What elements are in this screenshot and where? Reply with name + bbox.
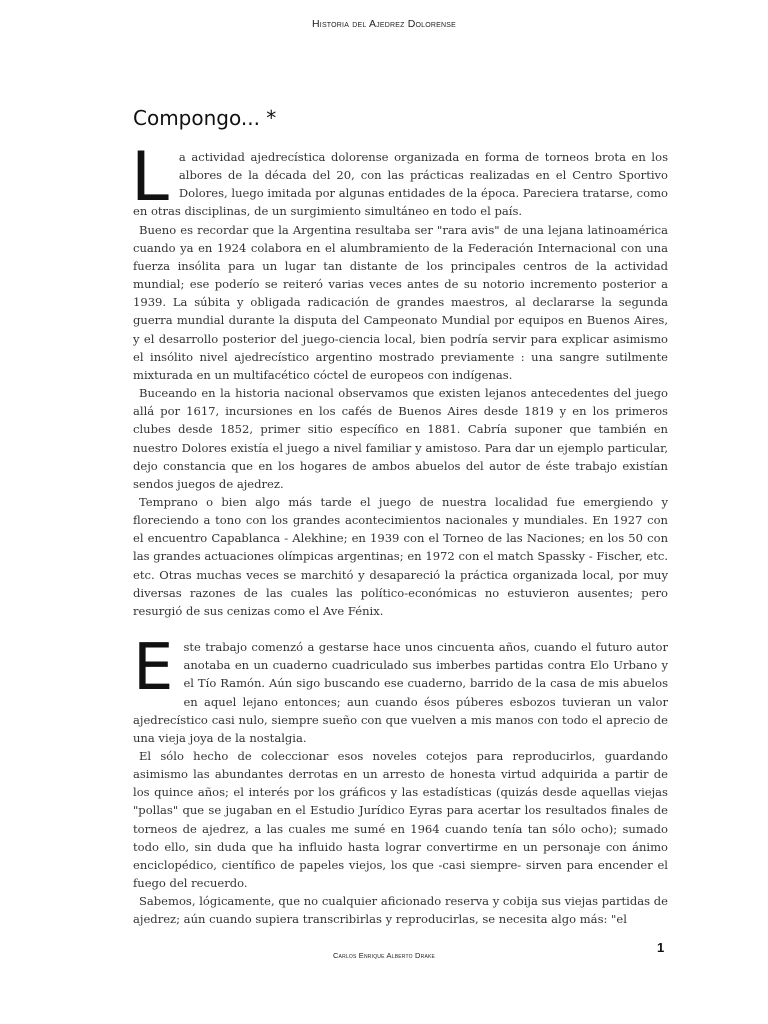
running-header-text: Historia del Ajedrez Dolorense bbox=[312, 18, 456, 30]
paragraph bbox=[131, 138, 668, 221]
dropcap-l: L bbox=[131, 138, 169, 217]
page-number: 1 bbox=[657, 940, 665, 955]
footer-author-text: Carlos Enrique Alberto Drake bbox=[332, 951, 436, 960]
paragraph: El sólo hecho de coleccionar esos noveles cotejos para reproducirlos, guardando asimismo las abundantes derrotas en un arresto de honesta virtud adquirida a partir de los quince años; el interés por los gráficos y las estadísticas (quizás desde aquellas viejas "pollas" que se jugaban en el Estudio Jurídico Eyras para acertar los resultados finales de torneos de ajedrez, a las cuales me sumé en 1964 cuando tenía tan sólo ocho); sumado todo ello, sin duda que ha influido hasta lograr convertirme en un personaje con ánimo enciclopédico, científico de papeles viejos, los que -casi siempre- sirven para encender el fuego del recuerdo. bbox=[133, 749, 668, 891]
paragraph: Bueno es recordar que la Argentina resultaba ser "rara avis" de una lejana latinoamérica cuando ya en 1924 colabora en el alumbramiento de la Federación Internacional con una fuerza insólita para un lugar tan distante de los principales centros de la actividad mundial; ese poderío se reiteró varias veces antes de su notorio incremento posterior a 1939. La súbita y obligada radicación de grandes maestros, al declararse la segunda guerra mundial durante la disputa del Campeonato Mundial por equipos en Buenos Aires, y el desarrollo posterior del juego-ciencia local, bien podría servir para explicar asimismo el insólito nivel ajedrecístico argentino mostrado previamente : una sangre sutilmente mixturada en un multifacético cóctel de europeos con indígenas. bbox=[133, 222, 668, 382]
running-header bbox=[0, 18, 768, 30]
body-text bbox=[131, 138, 668, 929]
paragraph: Temprano o bien algo más tarde el juego de nuestra localidad fue emergiendo y floreciendo a tono con los grandes acontecimientos nacionales y mundiales. En 1927 con el encuentro Capablanca - Alekhine; en 1939 con el Torneo de las Naciones; en los 50 con las grandes actuaciones olímpicas argentinas; en 1972 con el match Spassky - Fischer, etc. etc. Otras muchas veces se marchitó y desapareció la práctica organizada local, por muy diversas razones de las cuales las político-económicas no estuvieron ausentes; pero resurgió de sus cenizas como el Ave Fénix. bbox=[133, 494, 668, 618]
footer-author bbox=[0, 951, 768, 960]
paragraph-text: ste trabajo comenzó a gestarse hace unos cincuenta años, cuando el futuro autor anotaba en un cuaderno cuadriculado sus imberbes partidas contra Elo Urbano y el Tío Ramón. Aún sigo buscando ese cuaderno, barrido de la casa de mis abuelos en aquel lejano entonces; aun cuando ésos púberes esbozos tuvieran un valor ajedrecístico casi nulo, siempre sueño con que vuelven a mis manos con todo el aprecio de una vieja joya de la nostalgia. bbox=[133, 640, 668, 745]
paragraph bbox=[133, 631, 668, 747]
dropcap-e: E bbox=[133, 631, 174, 706]
page-title: Compongo... * bbox=[133, 106, 277, 130]
paragraph-text: a actividad ajedrecística dolorense organizada en forma de torneos brota en los albores de la década del 20, con las prácticas realizadas en el Centro Sportivo Dolores, luego imitada por algunas entidades de la época. Pareciera tratarse, como en otras disciplinas, de un surgimiento simultáneo en todo el país. bbox=[133, 150, 668, 219]
paragraph: Buceando en la historia nacional observamos que existen lejanos antecedentes del juego allá por 1617, incursiones en los cafés de Buenos Aires desde 1819 y en los primeros clubes desde 1852, primer sitio específico en 1881. Cabría suponer que también en nuestro Dolores existía el juego a nivel familiar y amistoso. Para dar un ejemplo particular, dejo constancia que en los hogares de ambos abuelos del autor de éste trabajo existían sendos juegos de ajedrez. bbox=[133, 386, 668, 491]
paragraph: Sabemos, lógicamente, que no cualquier aficionado reserva y cobija sus viejas partidas de ajedrez; aún cuando supiera transcribirlas y reproducirlas, se necesita algo más: "el bbox=[133, 894, 668, 927]
